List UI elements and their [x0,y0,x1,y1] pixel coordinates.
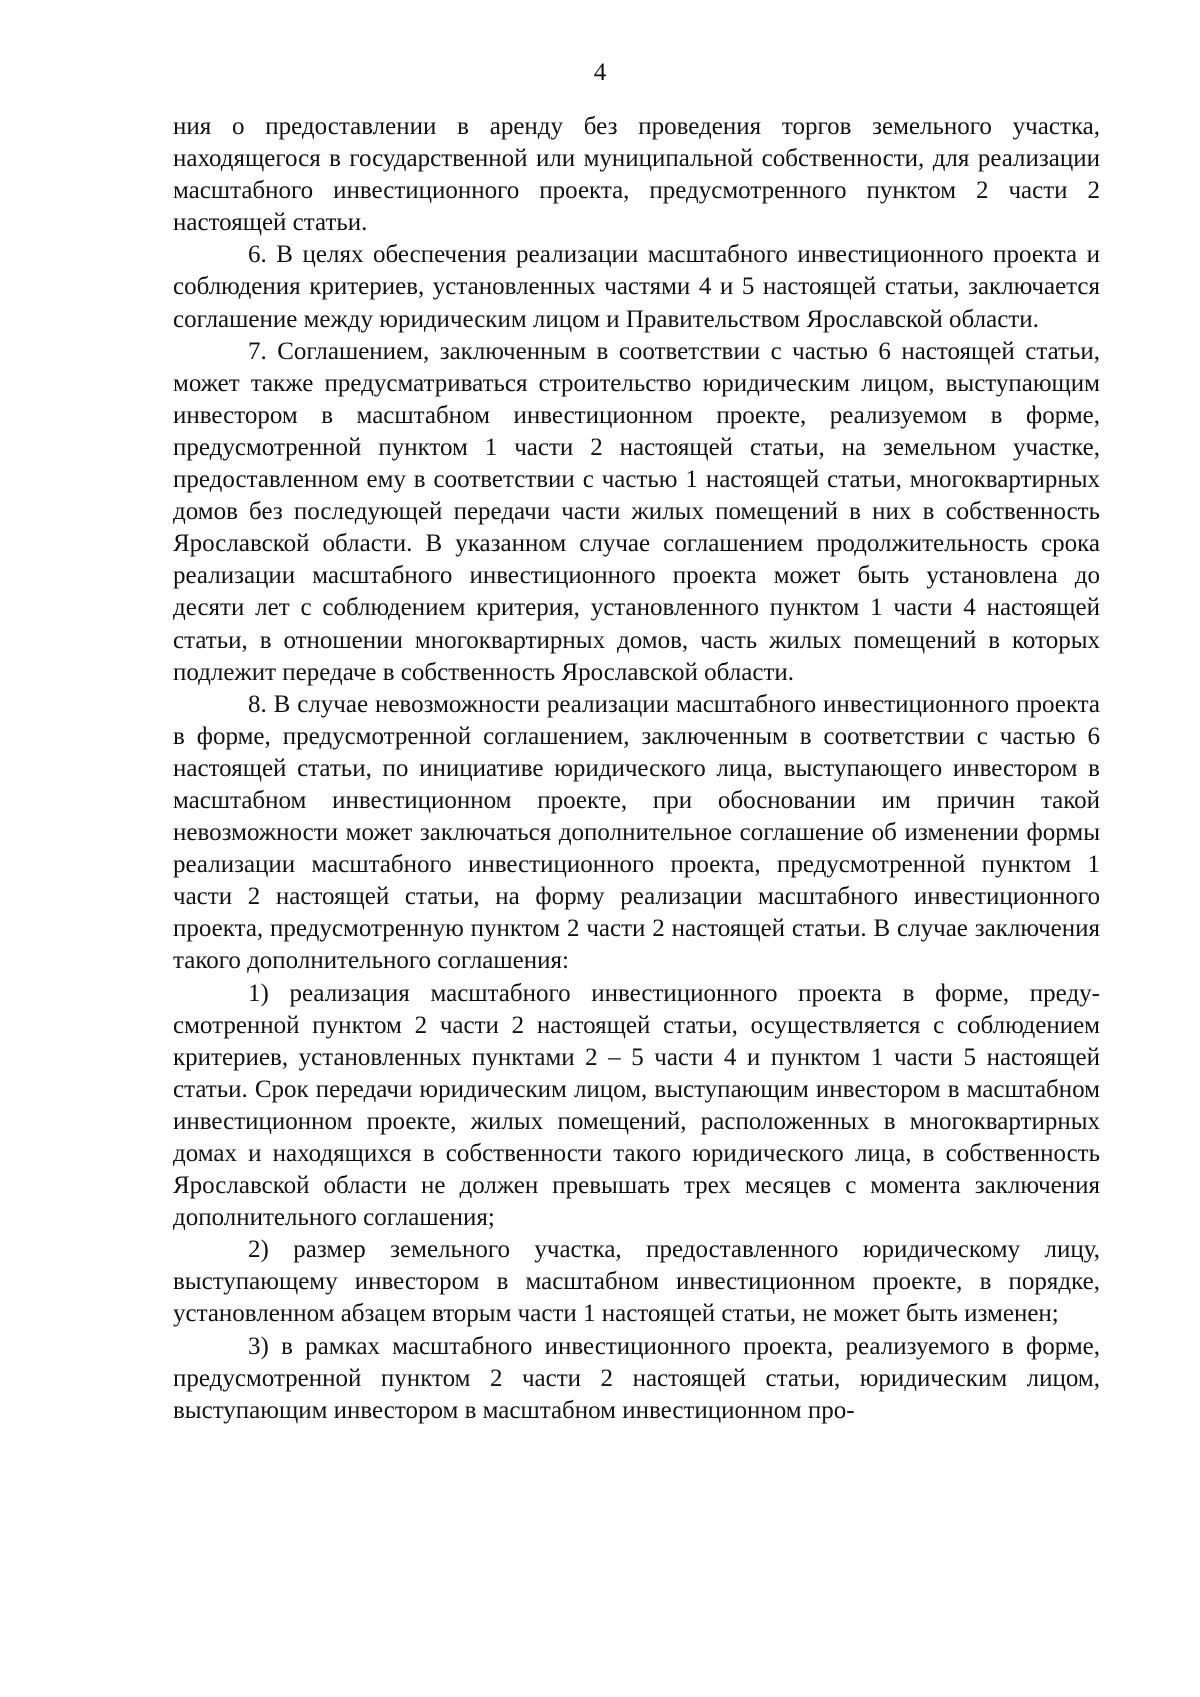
page-number: 4 [593,59,607,86]
subitem-1: 1) реализация масштабного инвестиционного проекта в форме, предусмотренной пунктом 2 части 2 настоящей статьи, осуществляется с соблюдением критериев, установленных пунктами 2 – 5 части 4 и пунктом 1 части 5 настоящей статьи. Срок передачи юридическим лицом, выступающим инвестором в масштабном инвестиционном проекте, жилых помещений, расположенных в многоквартирных домах и находящихся в собственности такого юридического лица, в собственность Ярославской области не должен превышать трех месяцев с момента заключения дополнительного соглашения; [173,979,1100,1232]
paragraph-item-7: 7. Соглашением, заключенным в соответствии с частью 6 настоящей статьи, может также предусматриваться строительство юридическим лицом, выступающим инвестором в масштабном инвестиционном проекте, реализуемом в форме, предусмотренной пунктом 1 части 2 настоящей статьи, на земельном участке, предоставленном ему в соответствии с частью 1 настоящей статьи, многоквартирных домов без последующей передачи части жилых помещений в них в собственность Ярославской области. В указанном случае соглашением продолжительность срока реализации масштабного инвестиционного проекта может быть установлена до десяти лет с соблюдением критерия, установленного пунктом 1 части 4 настоящей статьи, в отношении многоквартирных домов, часть жилых помещений в которых подлежит передаче в собственность Ярославской области. [173,337,1100,686]
document-body [173,111,1100,1427]
subitem-3: 3) в рамках масштабного инвестиционного проекта, реализуемого в форме, предусмотренной пунктом 2 части 2 настоящей статьи, юридическим лицом, выступающим инвестором в масштабном инвестиционном про- [173,1332,1100,1424]
paragraph-item-6: 6. В целях обеспечения реализации масштабного инвестиционного проекта и соблюдения критериев, установленных частями 4 и 5 настоящей статьи, заключается соглашение между юридическим лицом и Правительством Ярославской области. [173,241,1100,333]
subitem-2: 2) размер земельного участка, предоставленного юридическому лицу, выступающему инвестором в масштабном инвестиционном проекте, в порядке, установленном абзацем вторым части 1 настоящей статьи, не может быть изменен; [173,1236,1100,1328]
paragraph-item-8: 8. В случае невозможности реализации масштабного инвестиционного проекта в форме, предусмотренной соглашением, заключенным в соответствии с частью 6 настоящей статьи, по инициативе юридического лица, выступающего инвестором в масштабном инвестиционном проекте, при обосновании им причин такой невозможности может заключаться дополнительное соглашение об изменении формы реализации масштабного инвестиционного проекта, предусмотренной пунктом 1 части 2 настоящей статьи, на форму реализации масштабного инвестиционного проекта, предусмотренную пунктом 2 части 2 настоящей статьи. В случае заключения такого дополнительного соглашения: [173,690,1100,975]
paragraph-continuation: ния о предоставлении в аренду без проведения торгов земельного участка, находящегося в государственной или муниципальной собственности, для реализации масштабного инвестиционного проекта, предусмотренного пунктом 2 части 2 настоящей статьи. [173,113,1100,237]
